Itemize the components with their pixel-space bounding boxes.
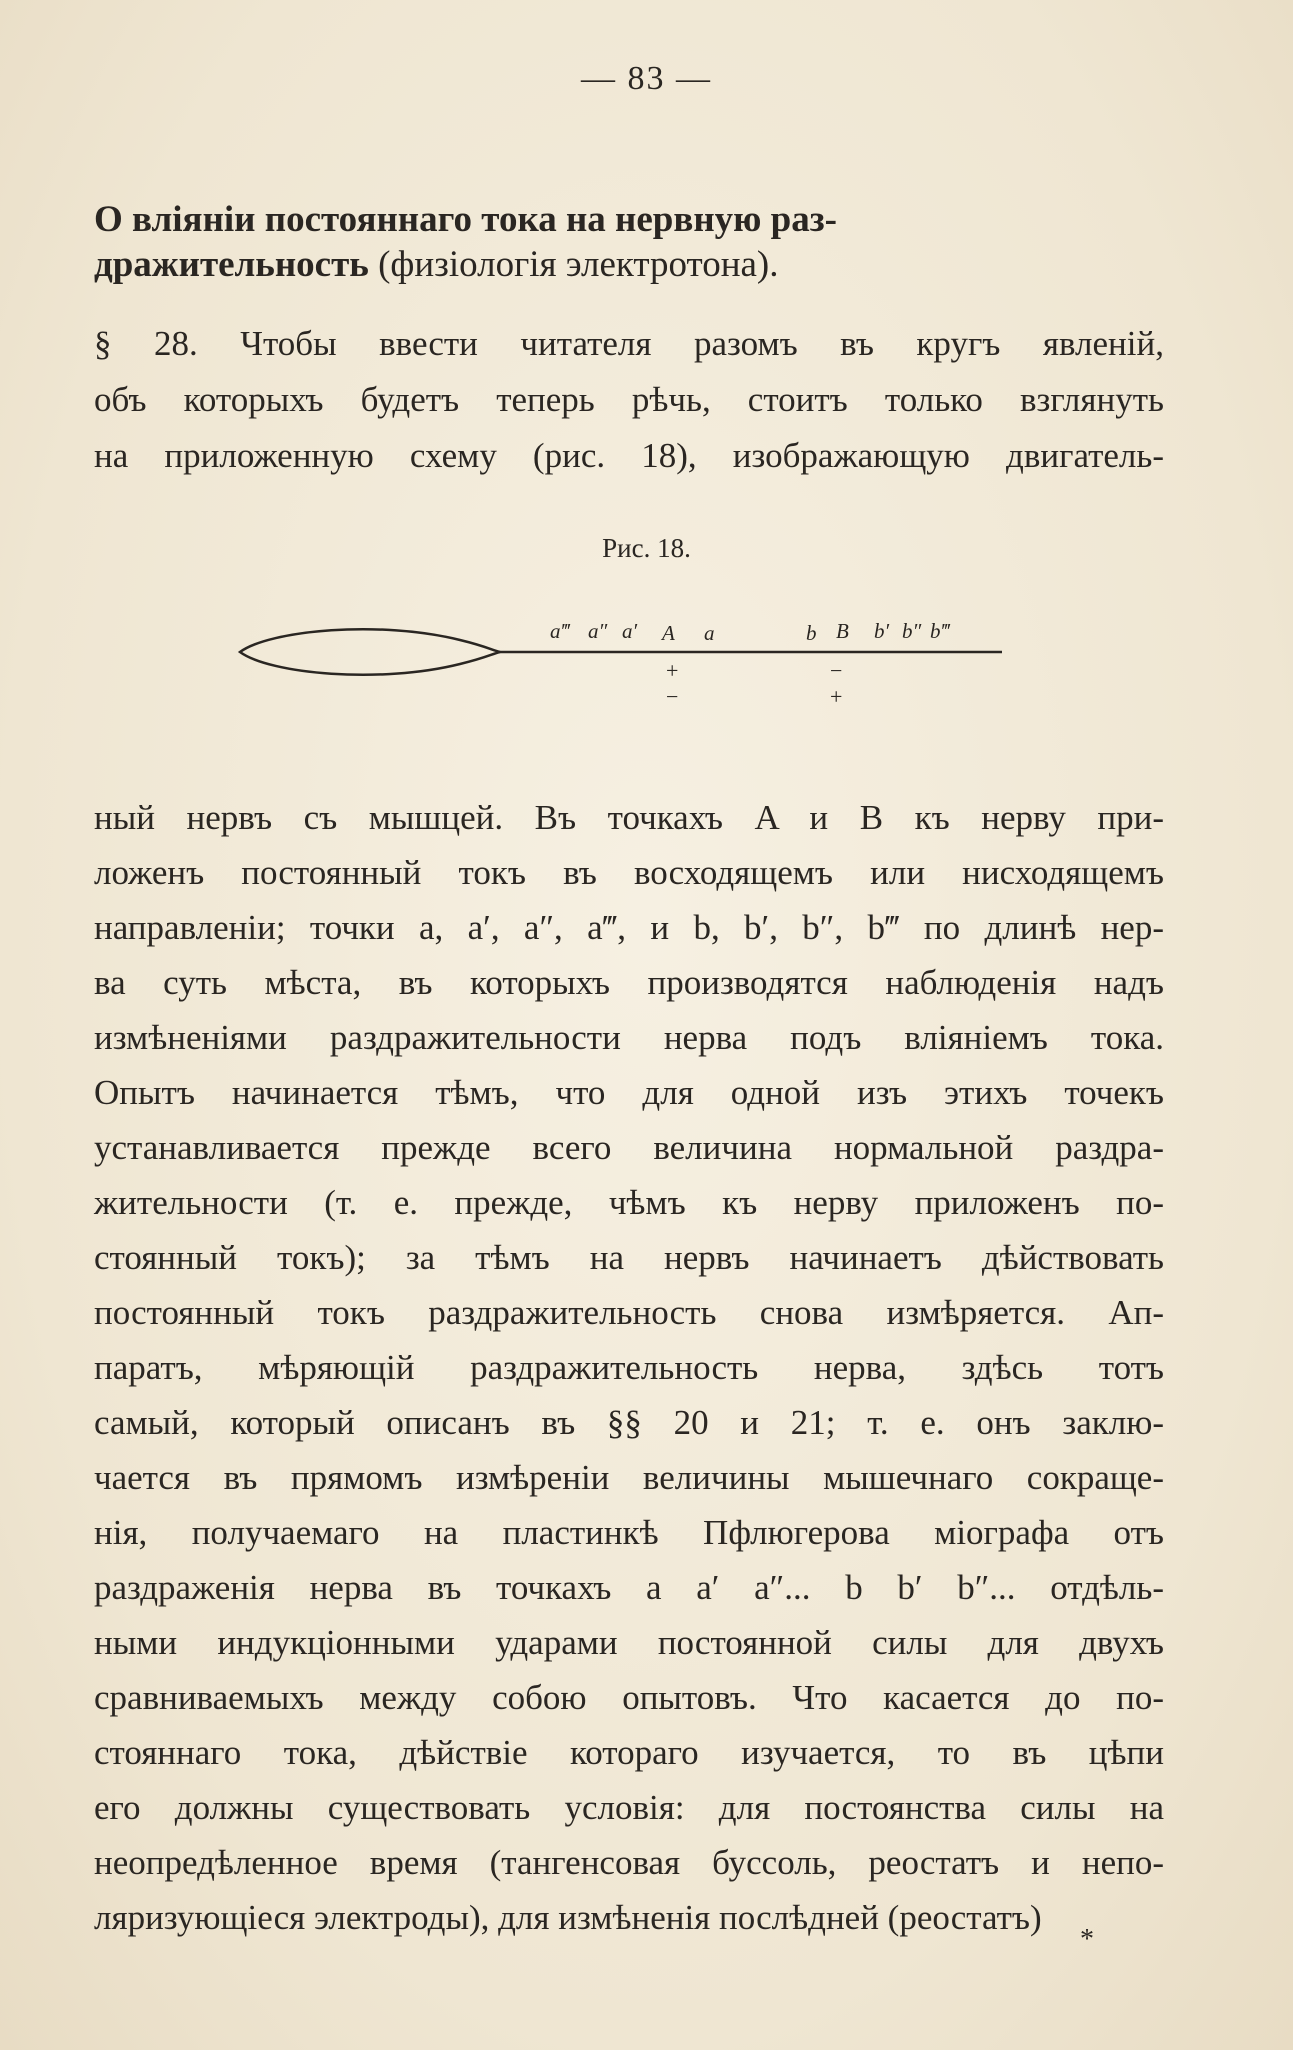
label-b-triple-prime: b‴ — [930, 619, 950, 643]
para2-line-14: нія, получаемаго на пластинкѣ Пфлюгерова міографа отъ — [94, 1513, 1164, 1552]
figure-caption: Рис. 18. — [602, 533, 691, 563]
heading-subtitle: (физіологія электротона). — [368, 244, 779, 285]
label-a: a — [704, 621, 715, 645]
para2-line-2: ложенъ постоянный токъ въ восходящемъ или нисходящемъ — [94, 853, 1164, 892]
sign-b-lower: + — [830, 684, 843, 709]
para2-line-6: Опытъ начинается тѣмъ, что для одной изъ этихъ точекъ — [94, 1073, 1164, 1112]
para2-line-21: ляризующіеся электроды), для измѣненія послѣдней (реостатъ) — [94, 1898, 1042, 1937]
para2-line-12: самый, который описанъ въ §§ 20 и 21; т. е. онъ заклю- — [94, 1403, 1164, 1442]
section-heading-line-1: О вліяніи постояннаго тока на нервную раз- — [94, 199, 837, 240]
para2-line-17: сравниваемыхъ между собою опытовъ. Что касается до по- — [94, 1678, 1164, 1717]
para2-line-18: стояннаго тока, дѣйствіе котораго изучается, то въ цѣпи — [94, 1733, 1164, 1772]
signature-mark: * — [1080, 1924, 1094, 1955]
diagram-svg — [230, 600, 1030, 720]
para2-line-16: ными индукціонными ударами постоянной силы для двухъ — [94, 1623, 1164, 1662]
para1-line-1: § 28. Чтобы ввести читателя разомъ въ кругъ явленій, — [94, 324, 1164, 363]
para2-line-10: постоянный токъ раздражительность снова измѣряется. Ап- — [94, 1293, 1164, 1332]
para2-line-4: ва суть мѣста, въ которыхъ производятся наблюденія надъ — [94, 963, 1164, 1002]
section-heading-line-2 — [94, 243, 1164, 287]
label-a-triple-prime: a‴ — [550, 619, 570, 643]
para2-line-15: раздраженія нерва въ точкахъ a a′ a″... b b′ b″... отдѣль- — [94, 1568, 1164, 1607]
para2-line-13: чается въ прямомъ измѣреніи величины мышечнаго сокраще- — [94, 1458, 1164, 1497]
para2-line-1: ный нервъ съ мышцей. Въ точкахъ A и B къ нерву при- — [94, 798, 1164, 837]
label-b-prime: b′ — [874, 619, 890, 643]
label-b: b — [806, 621, 817, 645]
para2-line-3: направленіи; точки a, a′, a″, a‴, и b, b′, b″, b‴ по длинѣ нер- — [94, 908, 1164, 947]
sign-a-lower: − — [666, 684, 679, 709]
label-A: A — [662, 621, 675, 645]
para2-line-9: стоянный токъ); за тѣмъ на нервъ начинаетъ дѣйствовать — [94, 1238, 1164, 1277]
para2-line-5: измѣненіями раздражительности нерва подъ вліяніемъ тока. — [94, 1018, 1164, 1057]
page-number: — 83 — — [581, 60, 712, 97]
sign-a-upper: + — [666, 658, 679, 683]
sign-b-upper: − — [830, 658, 843, 683]
muscle-shape — [240, 629, 500, 675]
label-a-double-prime: a″ — [588, 619, 608, 643]
para1-line-2: объ которыхъ будетъ теперь рѣчь, стоитъ только взглянуть — [94, 380, 1164, 419]
label-a-prime: a′ — [622, 619, 638, 643]
para2-line-19: его должны существовать условія: для постоянства силы на — [94, 1788, 1164, 1827]
para1-line-3: на приложенную схему (рис. 18), изображающую двигатель- — [94, 436, 1164, 475]
nerve-muscle-diagram — [230, 600, 1030, 720]
label-b-double-prime: b″ — [902, 619, 922, 643]
para2-line-20: неопредѣленное время (тангенсовая буссоль, реостатъ и непо- — [94, 1843, 1164, 1882]
para2-line-8: жительности (т. е. прежде, чѣмъ къ нерву приложенъ по- — [94, 1183, 1164, 1222]
heading-bold-part: дражительность — [94, 244, 369, 285]
para2-line-11: паратъ, мѣряющій раздражительность нерва, здѣсь тотъ — [94, 1348, 1164, 1387]
label-B: B — [836, 619, 849, 643]
para2-line-7: устанавливается прежде всего величина нормальной раздра- — [94, 1128, 1164, 1167]
